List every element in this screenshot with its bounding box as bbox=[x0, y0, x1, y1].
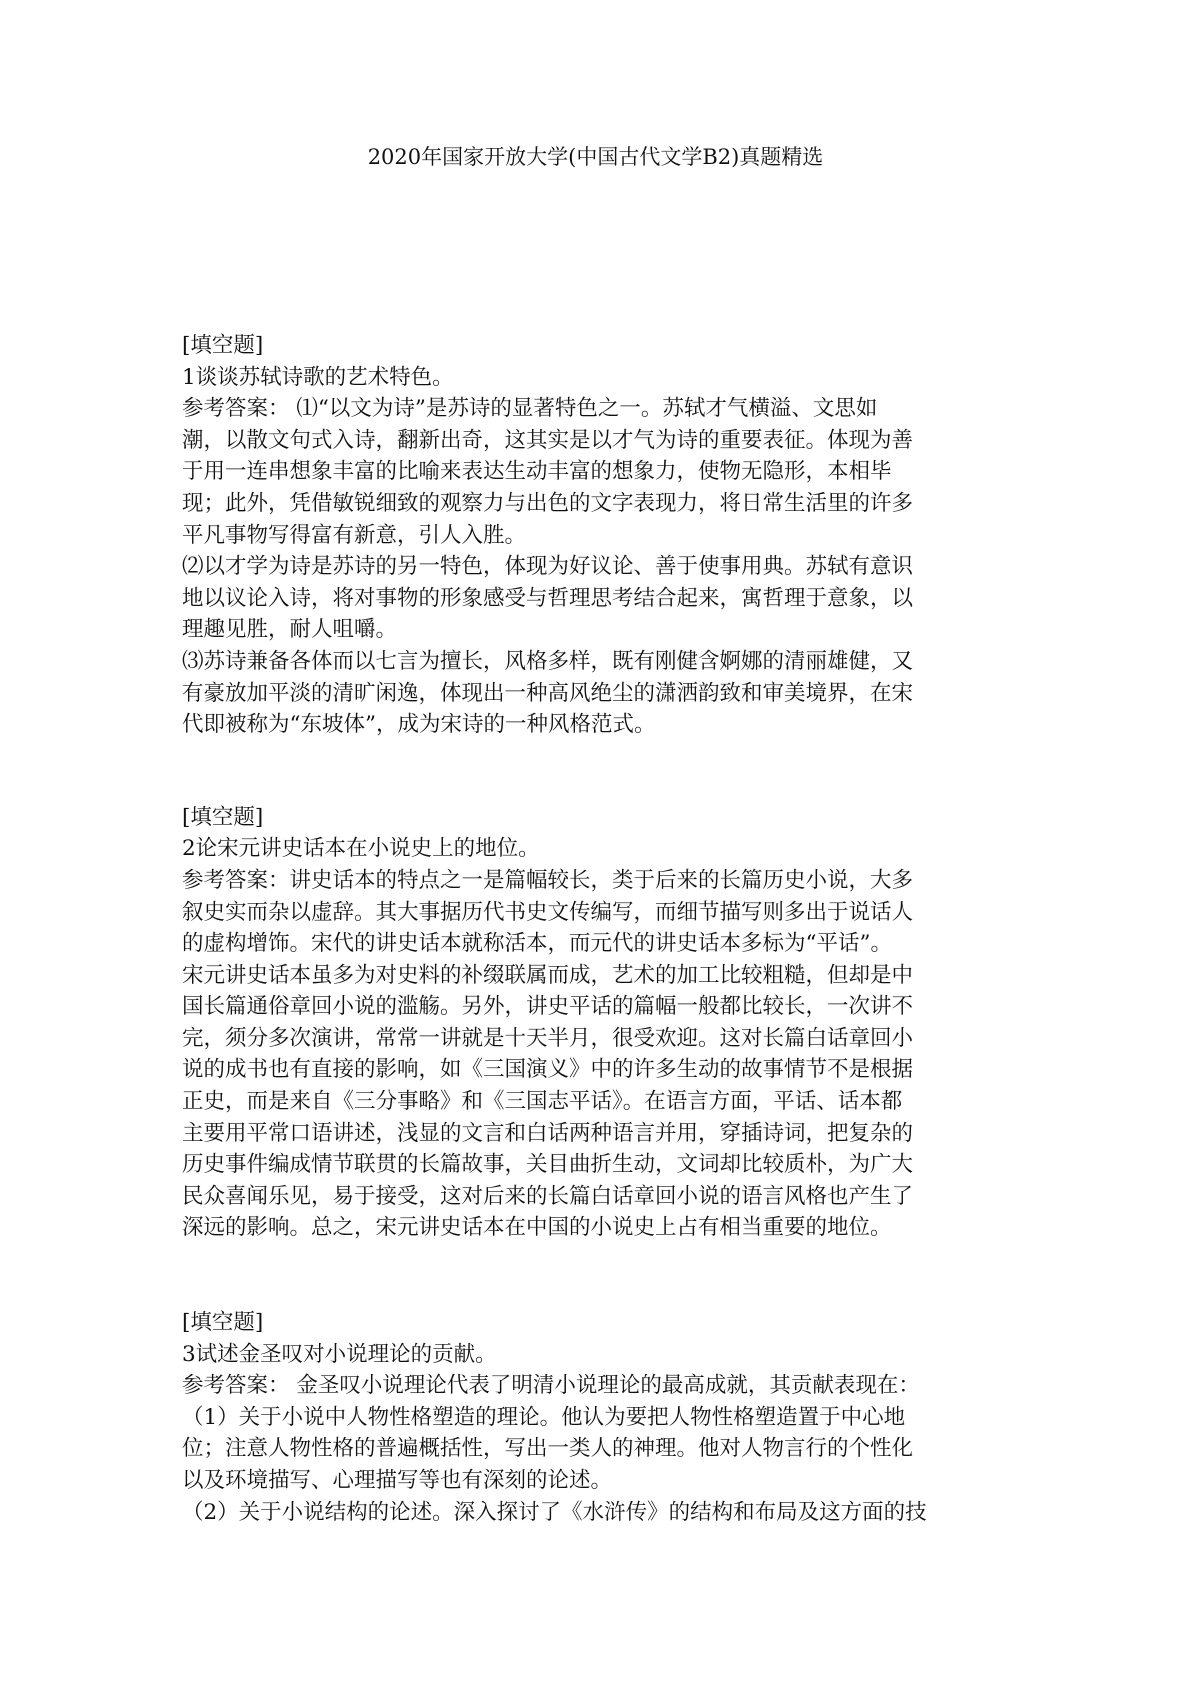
answer-line: 理趣见胜，耐人咀嚼。 bbox=[182, 617, 398, 643]
answer-line: 参考答案： 金圣叹小说理论代表了明清小说理论的最高成就，其贡献表现在： bbox=[182, 1373, 920, 1399]
answer-line: 参考答案：讲史话本的特点之一是篇幅较长，类于后来的长篇历史小说，大多 bbox=[182, 867, 914, 893]
question-section-3 bbox=[182, 1307, 1012, 1528]
answer-line: 代即被称为“东坡体”，成为宋诗的一种风格范式。 bbox=[182, 712, 656, 738]
answer-line: 地以议论入诗，将对事物的形象感受与哲理思考结合起来，寓哲理于意象，以 bbox=[182, 585, 914, 611]
question-type-label: [填空题] bbox=[182, 804, 264, 830]
answer-line: ⑶苏诗兼备各体而以七言为擅长，风格多样，既有刚健含婀娜的清丽雄健，又 bbox=[182, 648, 914, 674]
question-section-2 bbox=[182, 802, 1012, 1244]
question-type-label: [填空题] bbox=[182, 1310, 264, 1336]
answer-line: 位；注意人物性格的普遍概括性，写出一类人的神理。他对人物言行的个性化 bbox=[182, 1436, 914, 1462]
page-title: 2020年国家开放大学(中国古代文学B2)真题精选 bbox=[367, 145, 824, 169]
answer-line: 潮，以散文句式入诗，翻新出奇，这其实是以才气为诗的重要表征。体现为善 bbox=[182, 427, 914, 453]
document-body bbox=[182, 330, 1012, 1528]
answer-line: （1）关于小说中人物性格塑造的理论。他认为要把人物性格塑造置于中心地 bbox=[182, 1404, 906, 1430]
answer-line: 以及环境描写、心理描写等也有深刻的论述。 bbox=[182, 1468, 613, 1493]
answer-line: 完，须分多次演讲，常常一讲就是十天半月，很受欢迎。这对长篇白话章回小 bbox=[182, 1025, 914, 1051]
answer-line: 说的成书也有直接的影响，如《三国演义》中的许多生动的故事情节不是根据 bbox=[182, 1057, 914, 1083]
question-type-label: [填空题] bbox=[182, 333, 264, 358]
answer-line: 历史事件编成情节联贯的长篇故事，关目曲折生动，文词却比较质朴，为广大 bbox=[182, 1152, 914, 1178]
question-text: 3试述金圣叹对小说理论的贡献。 bbox=[182, 1341, 497, 1367]
answer-line: 参考答案： ⑴“以文为诗”是苏诗的显著特色之一。苏轼才气横溢、文思如 bbox=[182, 396, 878, 422]
answer-line: 于用一连串想象丰富的比喻来表达生动丰富的想象力，使物无隐形，本相毕 bbox=[182, 459, 892, 485]
answer-line: 国长篇通俗章回小说的滥觞。另外，讲史平话的篇幅一般都比较长，一次讲不 bbox=[182, 994, 914, 1020]
question-text: 2论宋元讲史话本在小说史上的地位。 bbox=[182, 836, 540, 862]
answer-line: 正史，而是来自《三分事略》和《三国志平话》。在语言方面，平话、话本都 bbox=[182, 1089, 903, 1115]
answer-line: 叙史实而杂以虚辞。其大事据历代书史文传编写，而细节描写则多出于说话人 bbox=[182, 899, 914, 925]
question-text: 1谈谈苏轼诗歌的艺术特色。 bbox=[182, 364, 454, 390]
question-section-1 bbox=[182, 330, 1012, 741]
answer-line: （2）关于小说结构的论述。深入探讨了《水浒传》的结构和布局及这方面的技 bbox=[182, 1499, 927, 1525]
answer-line: 深远的影响。总之，宋元讲史话本在中国的小说史上占有相当重要的地位。 bbox=[182, 1215, 892, 1241]
answer-line: ⑵以才学为诗是苏诗的另一特色，体现为好议论、善于使事用典。苏轼有意识 bbox=[182, 554, 914, 580]
answer-line: 现；此外，凭借敏锐细致的观察力与出色的文字表现力，将日常生活里的许多 bbox=[182, 490, 914, 516]
answer-line: 主要用平常口语讲述，浅显的文言和白话两种语言并用，穿插诗词，把复杂的 bbox=[182, 1120, 914, 1146]
answer-line: 的虚构增饰。宋代的讲史话本就称活本，而元代的讲史话本多标为“平话”。 bbox=[182, 931, 892, 957]
answer-line: 有豪放加平淡的清旷闲逸，体现出一种高风绝尘的潇洒韵致和审美境界，在宋 bbox=[182, 680, 914, 706]
answer-line: 平凡事物写得富有新意，引人入胜。 bbox=[182, 522, 527, 548]
answer-line: 民众喜闻乐见，易于接受，这对后来的长篇白话章回小说的语言风格也产生了 bbox=[182, 1183, 914, 1209]
answer-line: 宋元讲史话本虽多为对史料的补缀联属而成，艺术的加工比较粗糙，但却是中 bbox=[182, 962, 914, 988]
